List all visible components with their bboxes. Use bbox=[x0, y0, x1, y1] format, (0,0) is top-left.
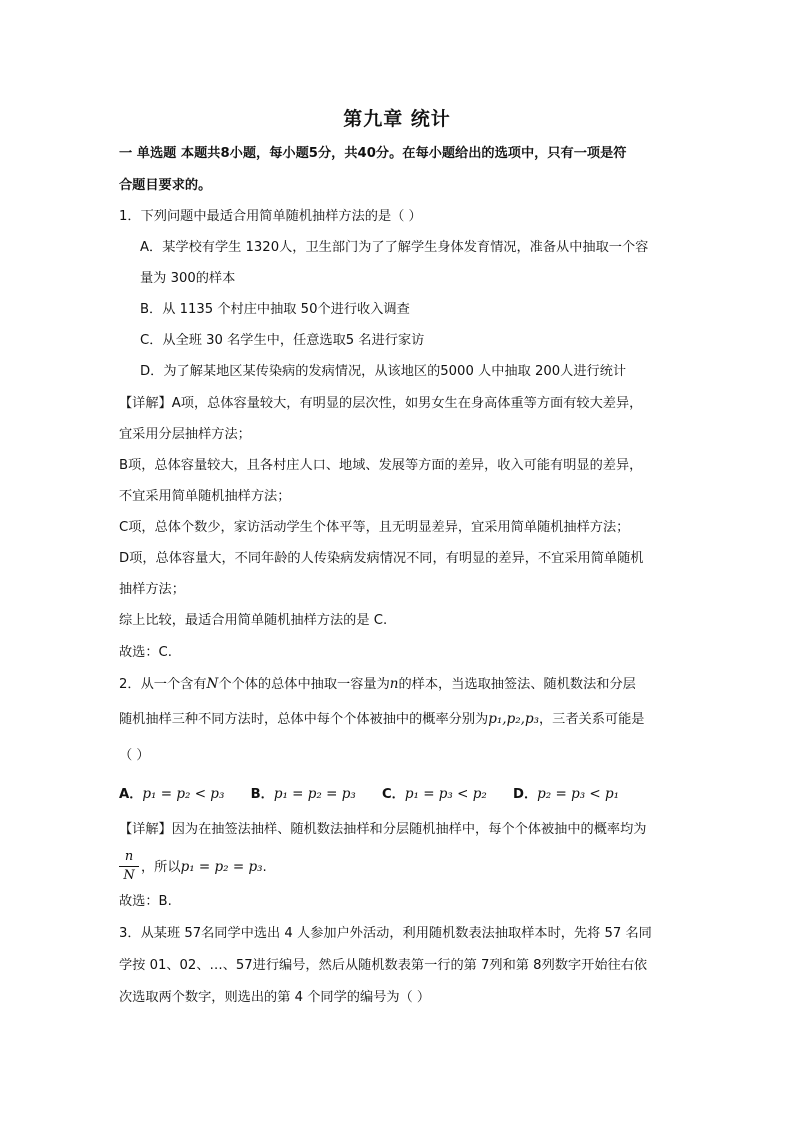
fraction-numerator: n bbox=[119, 849, 139, 867]
q1-option-d: D．为了解某地区某传染病的发病情况，从该地区的5000 人中抽取 200人进行统计 bbox=[140, 364, 627, 379]
q2-option-c: C．p₁ = p₃ < p₂ bbox=[381, 786, 487, 802]
fraction-n-over-N bbox=[119, 849, 139, 884]
question-1-stem: 1．下列问题中最适合用简单随机抽样方法的是（ ） bbox=[119, 209, 422, 224]
q2-stem-text: 个个体的总体中抽取一容量为 bbox=[218, 677, 390, 692]
q1-explanation-line: 不宜采用简单随机抽样方法； bbox=[119, 489, 291, 504]
math-N: N bbox=[206, 676, 219, 692]
math-equal-probabilities: p₁ = p₂ = p₃ bbox=[180, 859, 263, 875]
question-3-stem-line-3: 次选取两个数字，则选出的第 4 个同学的编号为（ ） bbox=[119, 990, 431, 1005]
q2-options bbox=[119, 784, 641, 805]
question-2-stem-line-2 bbox=[119, 709, 645, 730]
question-2-stem bbox=[119, 674, 636, 695]
q1-explanation-line: D项，总体容量大，不同年龄的人传染病发病情况不同，有明显的差异，不宜采用简单随机 bbox=[119, 551, 644, 566]
fraction-denominator: N bbox=[123, 868, 135, 883]
q2-option-a: A．p₁ = p₂ < p₃ bbox=[119, 786, 225, 802]
question-3-stem-line-2: 学按 01、02、…、57进行编号，然后从随机数表第一行的第 7列和第 8列数字开始往右依 bbox=[119, 958, 648, 973]
q1-explanation-line: 宜采用分层抽样方法； bbox=[119, 427, 251, 442]
q1-explanation-line: B项，总体容量较大，且各村庄人口、地域、发展等方面的差异，收入可能有明显的差异， bbox=[119, 458, 643, 473]
q2-option-b: B．p₁ = p₂ = p₃ bbox=[250, 786, 356, 802]
q2-stem-text: 随机抽样三种不同方法时，总体中每个个体被抽中的概率分别为 bbox=[119, 712, 489, 727]
math-n: n bbox=[389, 676, 399, 692]
q1-explanation-line: 综上比较，最适合用简单随机抽样方法的是 C. bbox=[119, 613, 388, 628]
q2-explanation-line-2: ，所以p₁ = p₂ = p₃. bbox=[141, 859, 267, 875]
q2-stem-text: 2．从一个含有 bbox=[119, 677, 207, 692]
question-3-stem: 3．从某班 57名同学中选出 4 人参加户外活动，利用随机数表法抽取样本时，先将 57 名同 bbox=[119, 926, 652, 941]
q1-option-b: B．从 1135 个村庄中抽取 50个进行收入调查 bbox=[140, 302, 410, 317]
question-2-stem-line-3: （ ） bbox=[119, 748, 150, 763]
q1-answer: 故选：C. bbox=[119, 645, 172, 660]
q2-answer: 故选：B. bbox=[119, 894, 172, 909]
q2-explanation-line: 【详解】因为在抽签法抽样、随机数法抽样和分层随机抽样中，每个个体被抽中的概率均为 bbox=[119, 822, 647, 837]
q1-explanation-line: 抽样方法； bbox=[119, 582, 185, 597]
section-intro-line: 一 单选题 本题共8小题，每小题5分，共40分。在每小题给出的选项中，只有一项是符 bbox=[119, 146, 627, 161]
math-probabilities: p₁,p₂,p₃ bbox=[488, 711, 539, 727]
q2-stem-text: 的样本，当选取抽签法、随机数法和分层 bbox=[398, 677, 636, 692]
q1-explanation-line: 【详解】A项，总体容量较大，有明显的层次性，如男女生在身高体重等方面有较大差异， bbox=[119, 396, 643, 411]
q1-option-a: A．某学校有学生 1320人，卫生部门为了了解学生身体发育情况，准备从中抽取一个容 bbox=[140, 240, 649, 255]
q1-option-a-cont: 量为 300的样本 bbox=[140, 271, 236, 286]
q2-stem-text: ，三者关系可能是 bbox=[539, 712, 645, 727]
chapter-title: 第九章 统计 bbox=[343, 108, 451, 130]
section-intro-line: 合题目要求的。 bbox=[119, 178, 212, 193]
q2-option-d: D．p₂ = p₃ < p₁ bbox=[513, 786, 620, 802]
q1-explanation-line: C项，总体个数少，家访活动学生个体平等，且无明显差异，宜采用简单随机抽样方法； bbox=[119, 520, 630, 535]
q1-option-c: C．从全班 30 名学生中，任意选取5 名进行家访 bbox=[140, 333, 425, 348]
